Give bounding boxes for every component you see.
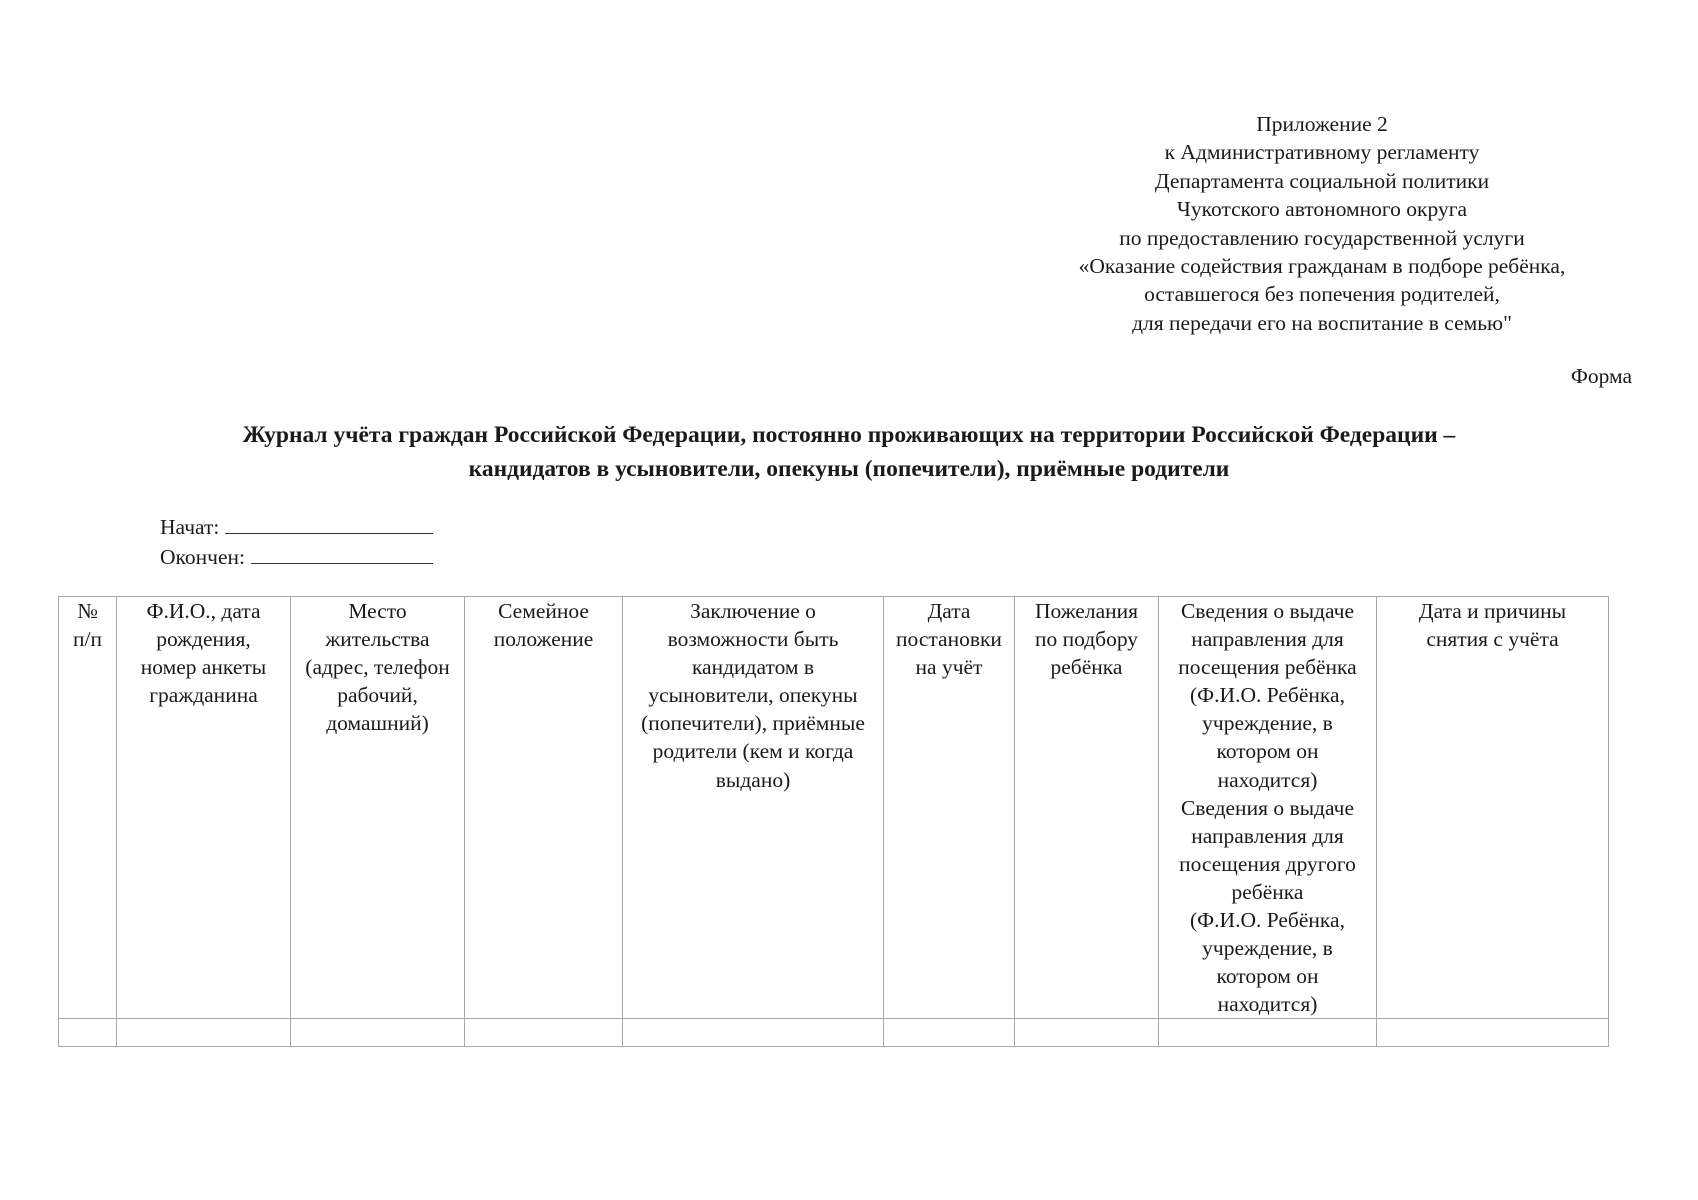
header-line: Дата и причины xyxy=(1418,599,1567,623)
appendix-line: «Оказание содействия гражданам в подборе ребёнка, xyxy=(1078,254,1566,279)
table-cell xyxy=(117,1019,291,1047)
col-header-deregistration xyxy=(1377,597,1609,1019)
ended-blank-line xyxy=(251,541,433,564)
appendix-line: для передачи его на воспитание в семью" xyxy=(1132,310,1512,335)
col-header-registration-date xyxy=(884,597,1015,1019)
header-line: посещения ребёнка xyxy=(1178,655,1357,680)
header-line: находится) xyxy=(1217,767,1318,792)
header-line: выдано) xyxy=(715,767,791,792)
header-line: номер анкеты xyxy=(140,655,267,680)
table-cell xyxy=(1015,1019,1159,1047)
header-line: направления для xyxy=(1191,823,1344,848)
ended-row xyxy=(160,541,433,571)
header-line: учреждение, в xyxy=(1202,936,1333,961)
header-line: находится) xyxy=(1217,992,1318,1017)
journal-table xyxy=(58,596,1609,1047)
header-line: (Ф.И.О. Ребёнка, xyxy=(1190,908,1345,933)
col-header-marital-status xyxy=(465,597,623,1019)
col-header-residence xyxy=(291,597,465,1019)
table-row xyxy=(59,1019,1609,1047)
started-row xyxy=(160,511,433,541)
title-line-1: Журнал учёта граждан Российской Федерации, постоянно проживающих на территории Российской Федерации – xyxy=(242,422,1456,448)
header-line: рождения, xyxy=(156,627,251,652)
header-line: постановки xyxy=(896,627,1002,652)
header-line: котором он xyxy=(1216,964,1319,989)
header-line: на учёт xyxy=(915,655,983,680)
header-line: (попечители), приёмные xyxy=(641,711,865,736)
header-line: по подбору xyxy=(1034,627,1139,652)
header-line: Пожелания xyxy=(1034,599,1139,623)
table-cell xyxy=(623,1019,884,1047)
header-line: кандидатом в xyxy=(691,655,815,680)
appendix-line: Чукотского автономного округа xyxy=(1176,197,1468,222)
header-line: Дата xyxy=(927,599,971,623)
form-label: Форма xyxy=(1570,364,1632,388)
started-blank-line xyxy=(225,511,433,534)
header-line: п/п xyxy=(73,627,102,652)
table-cell xyxy=(465,1019,623,1047)
header-line: жительства xyxy=(325,627,430,652)
header-line: (адрес, телефон xyxy=(305,655,450,680)
col-header-number xyxy=(59,597,117,1019)
table-cell xyxy=(1377,1019,1609,1047)
header-line: Место xyxy=(348,599,407,623)
appendix-line: по предоставлению государственной услуги xyxy=(1119,225,1525,250)
ended-label: Окончен: xyxy=(160,545,245,569)
header-line: (Ф.И.О. Ребёнка, xyxy=(1190,683,1345,708)
table-header-row xyxy=(59,597,1609,1019)
appendix-line: Приложение 2 xyxy=(1256,112,1388,136)
header-line: снятия с учёта xyxy=(1426,627,1559,652)
col-header-conclusion xyxy=(623,597,884,1019)
header-line: Ф.И.О., дата xyxy=(146,599,261,623)
header-line: ребёнка xyxy=(1231,879,1304,904)
title-line-2: кандидатов в усыновители, опекуны (попечители), приёмные родители xyxy=(468,456,1230,482)
header-line: Семейное xyxy=(498,599,589,623)
table-cell xyxy=(291,1019,465,1047)
header-line: родители (кем и когда xyxy=(652,739,854,764)
started-label: Начат: xyxy=(160,515,220,539)
col-header-referral-info xyxy=(1159,597,1377,1019)
header-line: Заключение о xyxy=(690,599,816,623)
header-line: Сведения о выдаче xyxy=(1180,795,1355,820)
header-line: котором он xyxy=(1216,739,1319,764)
header-line: посещения другого xyxy=(1179,851,1356,876)
appendix-header xyxy=(1012,110,1632,337)
table-cell xyxy=(59,1019,117,1047)
appendix-line: оставшегося без попечения родителей, xyxy=(1144,282,1500,307)
header-line: домашний) xyxy=(326,711,429,736)
header-line: направления для xyxy=(1191,627,1344,652)
header-line: № xyxy=(77,599,98,623)
journal-dates xyxy=(160,511,433,571)
header-line: учреждение, в xyxy=(1202,711,1333,736)
appendix-line: Департамента социальной политики xyxy=(1154,168,1490,193)
table-cell xyxy=(884,1019,1015,1047)
table-cell xyxy=(1159,1019,1377,1047)
header-line: гражданина xyxy=(149,683,258,708)
document-title xyxy=(58,418,1640,486)
header-line: рабочий, xyxy=(337,683,418,708)
appendix-line: к Административному регламенту xyxy=(1164,140,1480,165)
header-line: возможности быть xyxy=(667,627,839,652)
header-line: Сведения о выдаче xyxy=(1180,599,1355,623)
header-line: ребёнка xyxy=(1050,655,1123,680)
header-line: положение xyxy=(493,627,594,652)
header-line: усыновители, опекуны xyxy=(648,683,858,708)
col-header-full-name xyxy=(117,597,291,1019)
col-header-child-preferences xyxy=(1015,597,1159,1019)
